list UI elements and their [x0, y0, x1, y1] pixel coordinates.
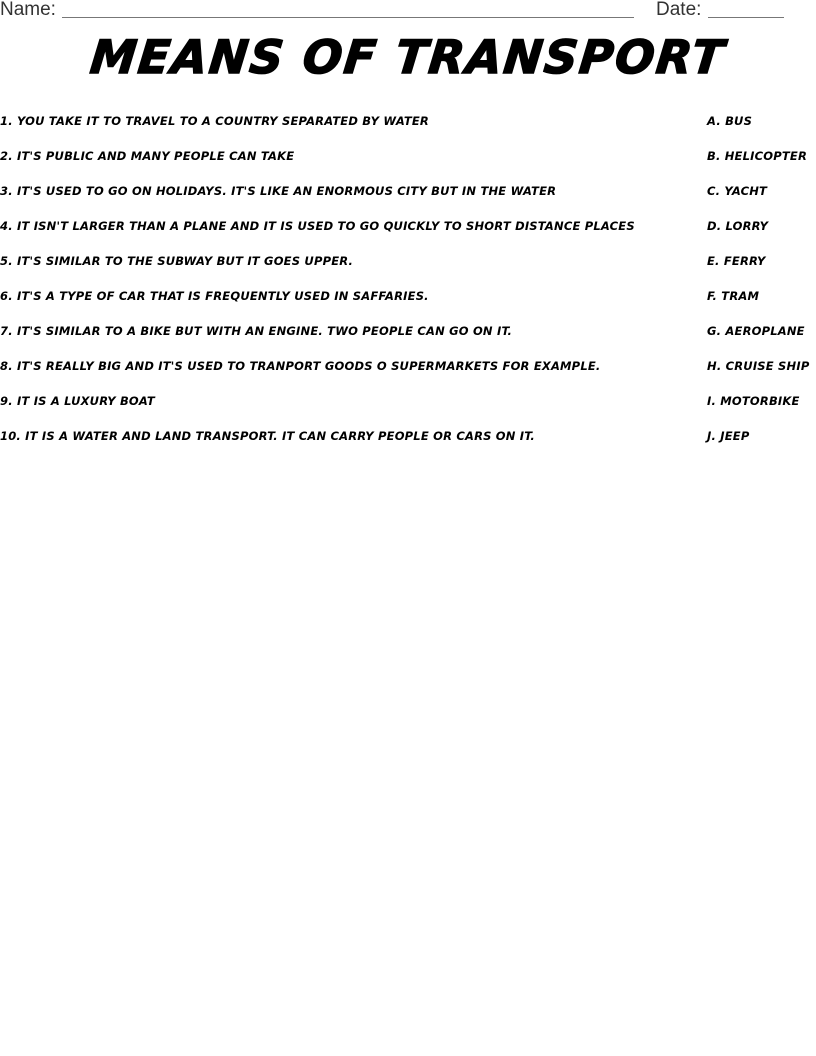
answer-option: H. CRUISE SHIP — [707, 359, 810, 373]
question-text: 6. IT'S A TYPE OF CAR THAT IS FREQUENTLY USED IN SAFFARIES. — [0, 289, 429, 303]
answer-option: G. AEROPLANE — [707, 324, 805, 338]
answer-option: F. TRAM — [707, 289, 760, 303]
question-text: 7. IT'S SIMILAR TO A BIKE BUT WITH AN ENGINE. TWO PEOPLE CAN GO ON IT. — [0, 324, 513, 338]
name-label: Name: — [0, 0, 56, 20]
match-row — [0, 182, 816, 217]
question-text: 4. IT ISN'T LARGER THAN A PLANE AND IT IS USED TO GO QUICKLY TO SHORT DISTANCE PLACES — [0, 219, 635, 233]
question-text: 2. IT'S PUBLIC AND MANY PEOPLE CAN TAKE — [0, 149, 295, 163]
page-title: MEANS OF TRANSPORT — [87, 30, 729, 84]
question-text: 5. IT'S SIMILAR TO THE SUBWAY BUT IT GOES UPPER. — [0, 254, 354, 268]
match-row — [0, 427, 816, 462]
answer-option: J. JEEP — [707, 429, 750, 443]
question-text: 3. IT'S USED TO GO ON HOLIDAYS. IT'S LIKE AN ENORMOUS CITY BUT IN THE WATER — [0, 184, 557, 198]
match-row — [0, 322, 816, 357]
answer-option: A. BUS — [707, 114, 753, 128]
match-row — [0, 112, 816, 147]
header-row — [0, 0, 816, 24]
answer-option: B. HELICOPTER — [707, 149, 808, 163]
answer-option: D. LORRY — [707, 219, 769, 233]
matching-list — [0, 112, 816, 462]
match-row — [0, 252, 816, 287]
match-row — [0, 287, 816, 322]
question-text: 10. IT IS A WATER AND LAND TRANSPORT. IT CAN CARRY PEOPLE OR CARS ON IT. — [0, 429, 535, 443]
question-text: 1. YOU TAKE IT TO TRAVEL TO A COUNTRY SEPARATED BY WATER — [0, 114, 429, 128]
match-row — [0, 217, 816, 252]
question-text: 8. IT'S REALLY BIG AND IT'S USED TO TRANPORT GOODS O SUPERMARKETS FOR EXAMPLE. — [0, 359, 601, 373]
question-text: 9. IT IS A LUXURY BOAT — [0, 394, 155, 408]
answer-option: C. YACHT — [707, 184, 768, 198]
date-label: Date: — [656, 0, 702, 20]
name-blank-line[interactable] — [62, 17, 634, 18]
match-row — [0, 147, 816, 182]
date-blank-line[interactable] — [708, 17, 784, 18]
match-row — [0, 392, 816, 427]
answer-option: E. FERRY — [707, 254, 766, 268]
match-row — [0, 357, 816, 392]
answer-option: I. MOTORBIKE — [707, 394, 800, 408]
